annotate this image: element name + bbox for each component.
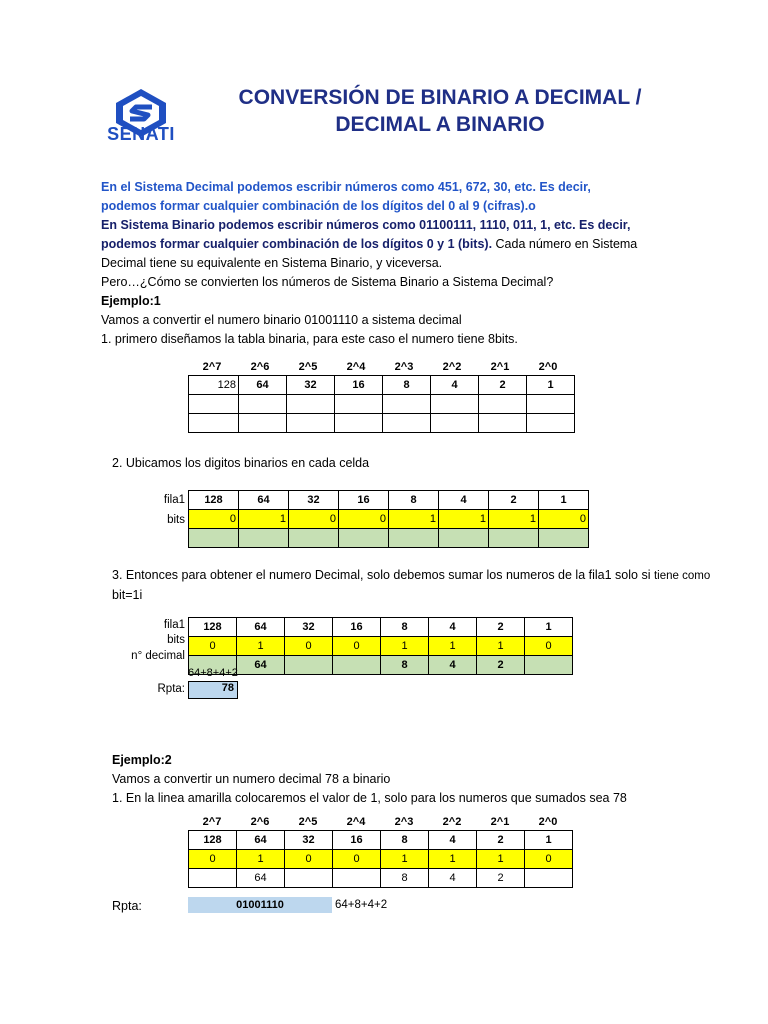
weight-cell: 128 [189,491,239,510]
sum-text-2: 64+8+4+2 [335,899,388,911]
weight-cell: 128 [189,831,237,850]
rpta-value: 78 [188,681,238,699]
weight-cell: 2 [477,618,525,637]
power-header: 2^4 [346,816,366,828]
bit-cell: 0 [289,510,339,529]
label-decimal: n° decimal [131,650,185,662]
intro-binary-line-1: En Sistema Binario podemos escribir números como 01100111, 1110, 011, 1, etc. Es decir, [101,218,631,232]
bit-cell: 0 [525,637,573,656]
power-header: 2^1 [490,361,510,373]
weight-cell: 64 [237,831,285,850]
bit-cell: 0 [189,637,237,656]
binary-table-4 [188,830,573,888]
weight-cell: 32 [287,376,335,395]
decimal-cell [333,869,381,888]
empty-row [189,395,575,414]
label-bits: bits [167,634,185,646]
green-cell [289,529,339,548]
ejemplo2-text [112,751,732,808]
power-header: 2^5 [298,816,318,828]
power-header: 2^2 [442,361,462,373]
bit-cell: 1 [237,850,285,869]
weight-cell: 4 [431,376,479,395]
empty-cell [287,395,335,414]
weights-row [189,831,573,850]
label-fila1: fila1 [163,619,185,631]
weight-cell: 16 [339,491,389,510]
decimal-cell: 2 [477,869,525,888]
green-cell [439,529,489,548]
bit-cell: 1 [237,637,285,656]
power-header: 2^6 [250,816,270,828]
intro-binary-line-3: Decimal tiene su equivalente en Sistema Binario, y viceversa. [101,256,443,270]
label-bits: bits [167,514,185,526]
power-header: 2^5 [298,361,318,373]
empty-cell [431,395,479,414]
green-cell [239,529,289,548]
bits-row [189,510,589,529]
ejemplo1-step3: 3. Entonces para obtener el numero Decimal, solo debemos sumar los numeros de la fila1 solo si tiene como bit=1i [112,568,711,602]
weights-row [189,618,573,637]
decimal-cell: 8 [381,869,429,888]
weight-cell: 8 [383,376,431,395]
decimal-cell: 4 [429,869,477,888]
power-header: 2^2 [442,816,462,828]
empty-cell [287,414,335,433]
weight-cell: 4 [429,618,477,637]
weight-cell: 32 [285,831,333,850]
empty-cell [479,414,527,433]
empty-cell [189,414,239,433]
decimal-cell [525,656,573,675]
empty-cell [383,395,431,414]
weight-cell: 32 [285,618,333,637]
title-line-1: CONVERSIÓN DE BINARIO A DECIMAL / [238,86,642,109]
empty-cell [335,395,383,414]
decimal-cell: 64 [237,656,285,675]
label-fila1: fila1 [163,494,185,506]
bit-cell: 1 [489,510,539,529]
intro-decimal-line-1: En el Sistema Decimal podemos escribir números como 451, 672, 30, etc. Es decir, [101,180,591,194]
decimal-cell: 64 [237,869,285,888]
power-header: 2^3 [394,361,414,373]
decimal-cell: 4 [429,656,477,675]
bit-cell: 1 [429,850,477,869]
weight-cell: 1 [539,491,589,510]
weight-cell: 4 [429,831,477,850]
rpta-label: Rpta: [157,683,185,695]
bits-row [189,637,573,656]
weight-cell: 8 [389,491,439,510]
weight-cell: 2 [479,376,527,395]
decimal-cell [525,869,573,888]
bit-cell: 0 [189,510,239,529]
power-header: 2^7 [202,816,222,828]
title-line-2: DECIMAL A BINARIO [335,113,545,136]
bit-cell: 0 [285,637,333,656]
bit-cell: 0 [525,850,573,869]
weight-cell: 16 [333,831,381,850]
decimal-cell [189,869,237,888]
green-cell [339,529,389,548]
bit-cell: 1 [381,637,429,656]
binary-table-1 [188,375,575,433]
empty-cell [335,414,383,433]
decimal-cell [285,869,333,888]
weight-cell: 64 [239,376,287,395]
bit-cell: 0 [333,850,381,869]
empty-cell [239,395,287,414]
empty-cell [383,414,431,433]
decimal-row [189,656,573,675]
green-cell [539,529,589,548]
power-header: 2^0 [538,361,558,373]
weight-cell: 64 [237,618,285,637]
empty-cell [239,414,287,433]
power-header: 2^6 [250,361,270,373]
sum-text: 64+8+4+2 [188,667,238,679]
weight-cell: 32 [289,491,339,510]
green-cell [189,529,239,548]
power-header: 2^7 [202,361,222,373]
weights-row [189,376,575,395]
intro-text [101,178,701,349]
bit-cell: 1 [381,850,429,869]
intro-decimal-line-2: podemos formar cualquier combinación de los dígitos del 0 al 9 (cifras).o [101,199,536,213]
rpta-label-2: Rpta: [112,899,142,913]
ejemplo1-heading: Ejemplo:1 [101,294,161,308]
bit-cell: 0 [189,850,237,869]
bit-cell: 1 [239,510,289,529]
ejemplo1-line1: Vamos a convertir el numero binario 01001110 a sistema decimal [101,313,462,327]
weight-cell: 1 [527,376,575,395]
empty-cell [479,395,527,414]
power-header: 2^4 [346,361,366,373]
decimal-cell [285,656,333,675]
bit-cell: 1 [477,637,525,656]
empty-cell [431,414,479,433]
bit-cell: 0 [339,510,389,529]
decimal-cell: 2 [477,656,525,675]
binary-table-2 [188,490,589,548]
empty-row [189,414,575,433]
weight-cell: 64 [239,491,289,510]
green-cell [389,529,439,548]
weight-cell: 128 [189,376,239,395]
bit-cell: 0 [285,850,333,869]
intro-question: Pero…¿Cómo se convierten los números de Sistema Binario a Sistema Decimal? [101,275,554,289]
bit-cell: 1 [439,510,489,529]
decimal-cell [333,656,381,675]
weight-cell: 8 [381,618,429,637]
decimal-cell: 8 [381,656,429,675]
green-row [189,529,589,548]
bits-row [189,850,573,869]
ejemplo1-step2: 2. Ubicamos los digitos binarios en cada celda [112,456,370,470]
weight-cell: 1 [525,831,573,850]
weight-cell: 2 [477,831,525,850]
ejemplo2-line1: Vamos a convertir un numero decimal 78 a binario [112,772,391,786]
weight-cell: 128 [189,618,237,637]
bit-cell: 0 [333,637,381,656]
ejemplo2-step1: 1. En la linea amarilla colocaremos el valor de 1, solo para los numeros que sumados sea 78 [112,791,627,805]
weight-cell: 4 [439,491,489,510]
empty-cell [527,395,575,414]
binary-table-3 [188,617,573,675]
weight-cell: 8 [381,831,429,850]
decimal-row [189,869,573,888]
weight-cell: 2 [489,491,539,510]
ejemplo2-heading: Ejemplo:2 [112,753,172,767]
empty-cell [189,395,239,414]
intro-binary-line-2: podemos formar cualquier combinación de los dígitos 0 y 1 (bits). Cada número en Sistema [101,237,638,251]
ejemplo1-step1: 1. primero diseñamos la tabla binaria, para este caso el numero tiene 8bits. [101,332,518,346]
page-title [200,84,680,138]
weight-cell: 16 [333,618,381,637]
bit-cell: 1 [477,850,525,869]
green-cell [489,529,539,548]
power-header: 2^0 [538,816,558,828]
bit-cell: 1 [389,510,439,529]
weight-cell: 1 [525,618,573,637]
weights-row [189,491,589,510]
bit-cell: 0 [539,510,589,529]
empty-cell [527,414,575,433]
logo-text: SENATI [107,124,175,144]
power-header: 2^1 [490,816,510,828]
weight-cell: 16 [335,376,383,395]
power-header: 2^3 [394,816,414,828]
rpta-value-2: 01001110 [188,897,332,913]
bit-cell: 1 [429,637,477,656]
